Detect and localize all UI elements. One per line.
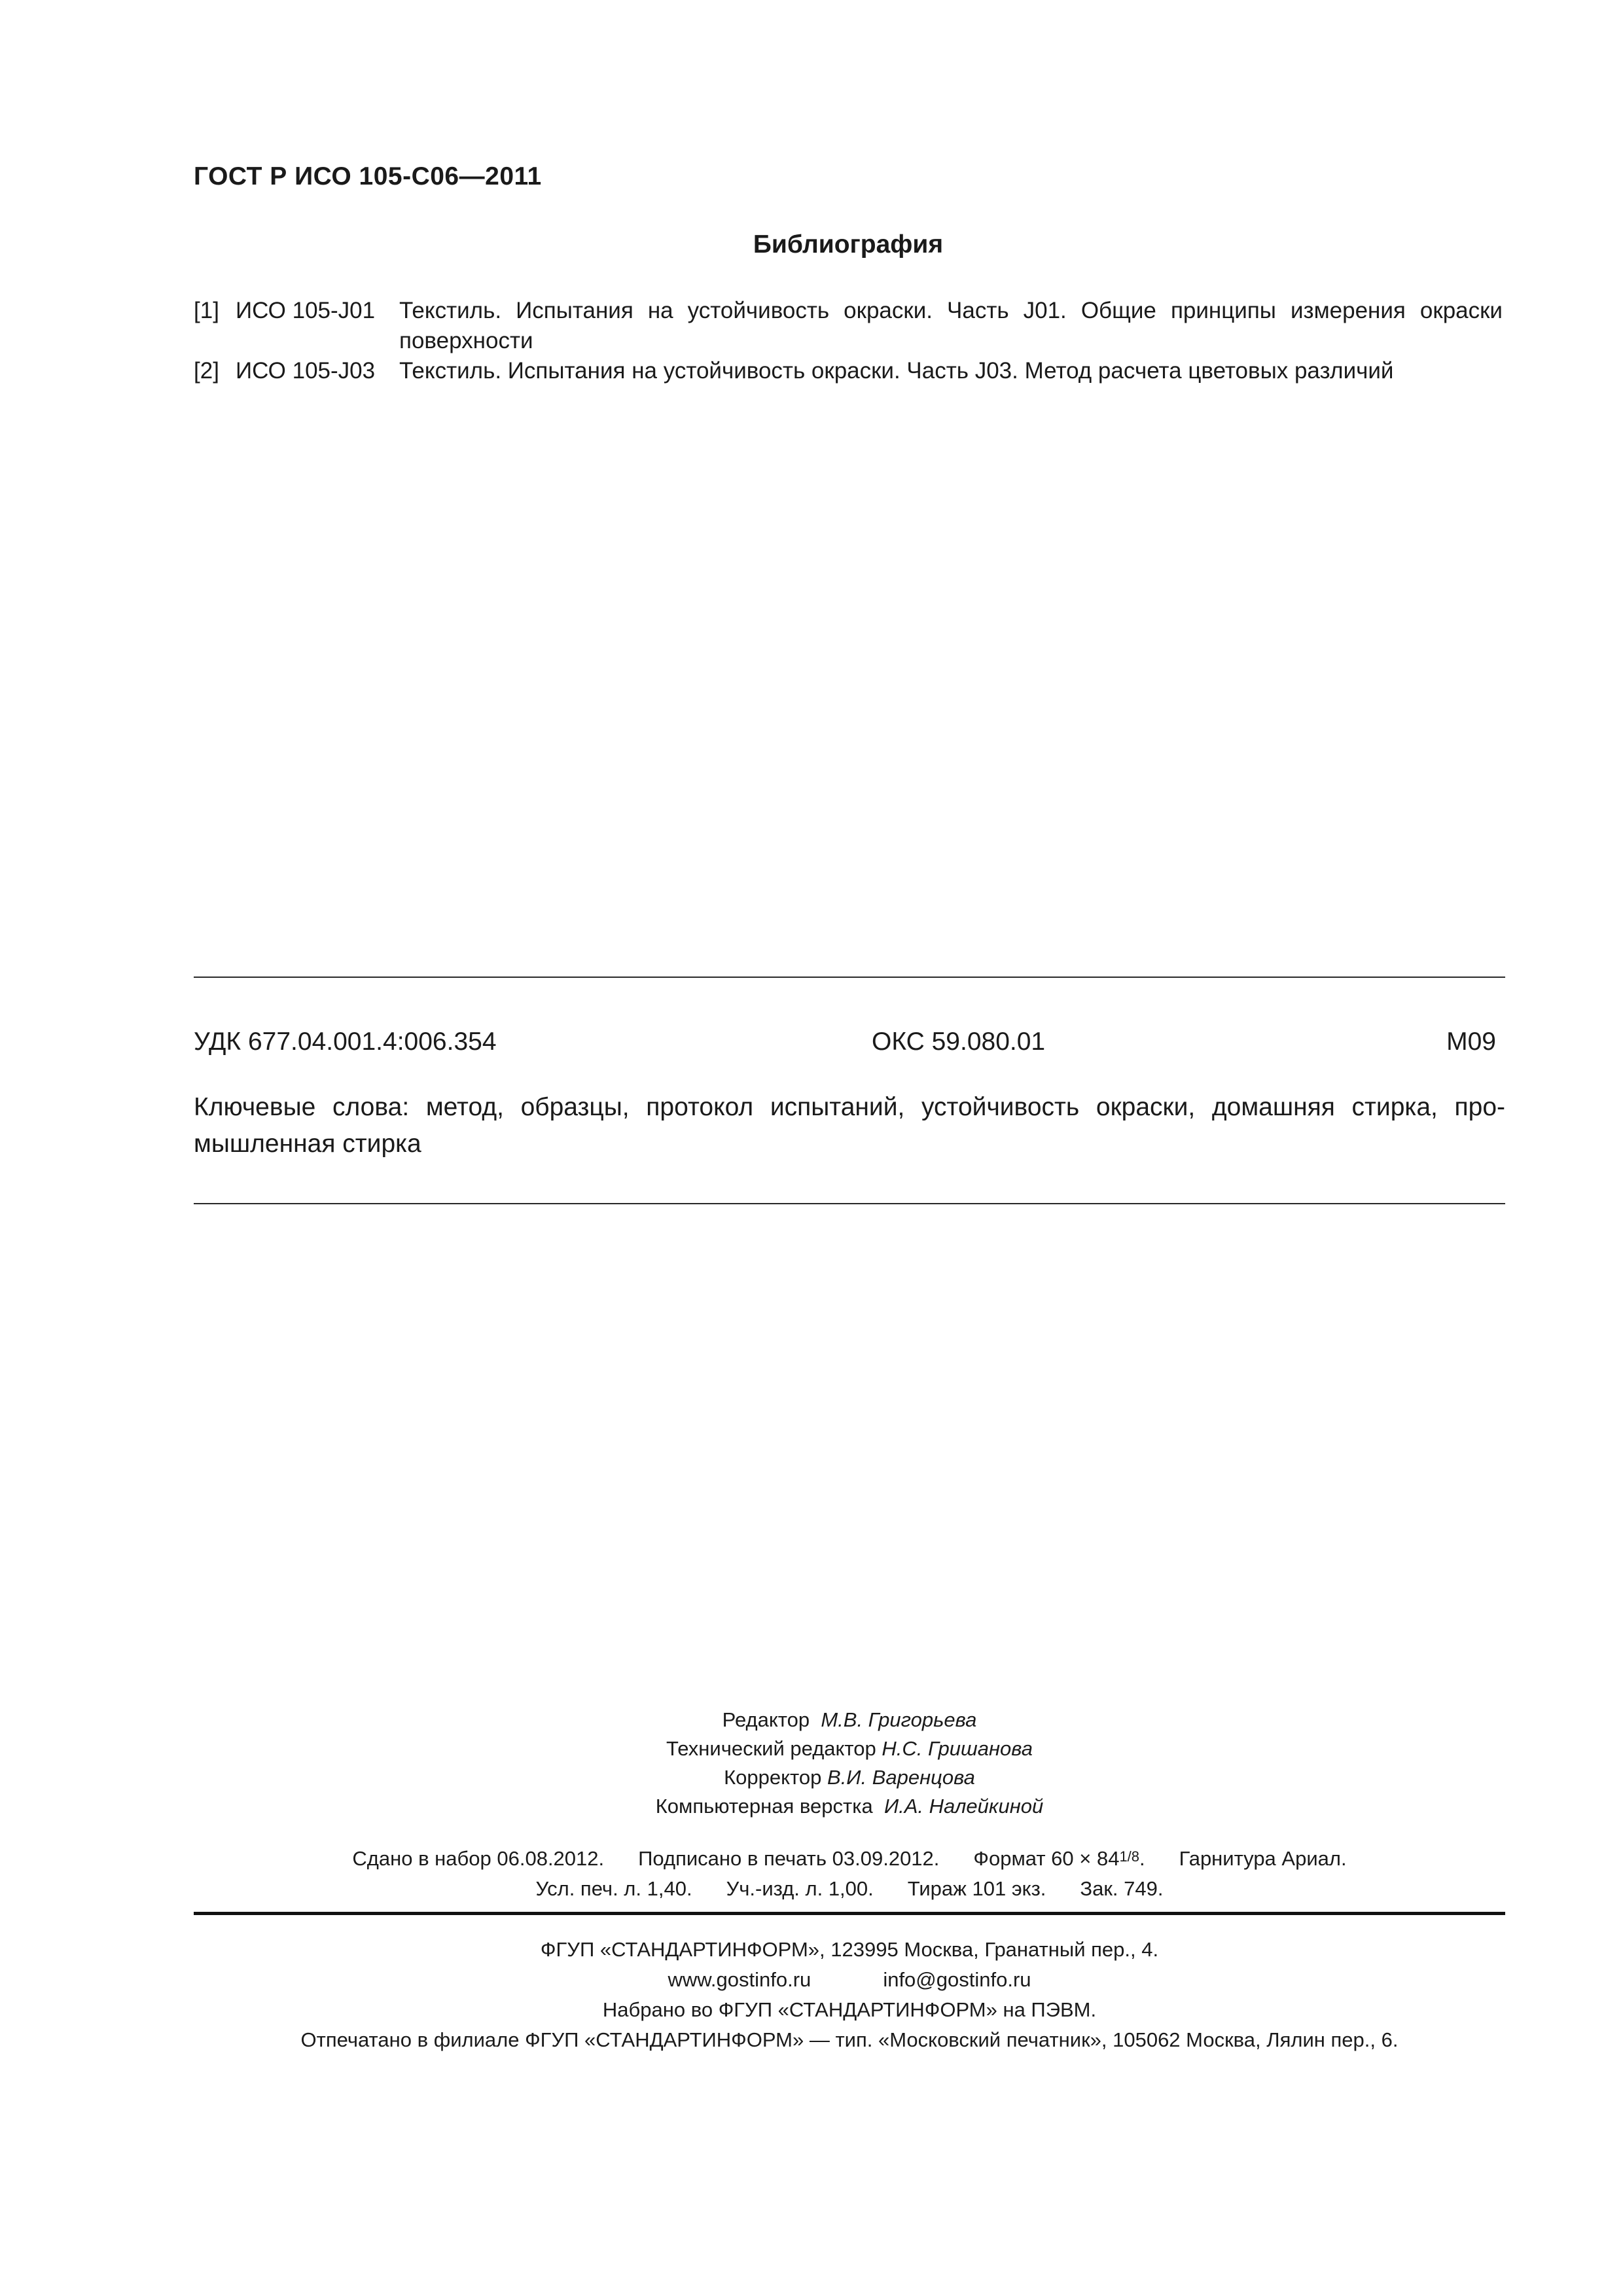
bibliography-entry-title: Текстиль. Испытания на устойчивость окраски. Часть J01. Общие принципы измерения окраски поверхности — [399, 298, 1503, 353]
format-end: . — [1139, 1847, 1145, 1870]
publisher-address: ФГУП «СТАНДАРТИНФОРМ», 123995 Москва, Гранатный пер., 4. — [540, 1938, 1159, 1961]
format-fraction: 1/8 — [1119, 1848, 1140, 1865]
divider-bottom — [194, 1203, 1505, 1204]
format-label: Формат 60 × 84 — [973, 1847, 1120, 1870]
print-info-line-1 — [194, 1842, 1505, 1874]
document-code: ГОСТ Р ИСО 105-С06—2011 — [194, 162, 542, 190]
credit-editor — [194, 1706, 1505, 1734]
credit-name: М.В. Григорьева — [821, 1708, 977, 1731]
divider-publisher — [194, 1912, 1505, 1915]
order-number: Зак. 749. — [1080, 1877, 1164, 1900]
credit-label: Корректор — [724, 1766, 822, 1789]
publisher-block — [194, 1935, 1505, 2055]
signed-to-print: Подписано в печать 03.09.2012. — [638, 1847, 940, 1870]
bibliography-title: Библиография — [753, 230, 944, 259]
bibliography-entry — [194, 356, 1503, 386]
bibliography-entry-title: Текстиль. Испытания на устойчивость окраски. Часть J03. Метод расчета цветовых различий — [399, 358, 1394, 384]
publisher-email: info@gostinfo.ru — [883, 1968, 1031, 1991]
print-info — [194, 1842, 1505, 1904]
bibliography-entry-code: ИСО 105-J01 — [236, 298, 376, 323]
credit-name: В.И. Варенцова — [827, 1766, 975, 1789]
circulation: Тираж 101 экз. — [907, 1877, 1046, 1900]
bibliography-entry-code: ИСО 105-J03 — [236, 358, 376, 384]
bibliography-entry — [194, 296, 1503, 356]
credit-name: И.А. Налейкиной — [883, 1795, 1044, 1818]
publisher-typeset-note: Набрано во ФГУП «СТАНДАРТИНФОРМ» на ПЭВМ. — [602, 1998, 1097, 2021]
divider-top — [194, 977, 1505, 978]
keywords: Ключевые слова: метод, образцы, протокол испытаний, устойчивость окраски, домашняя стирка, про-мышленная стирка — [194, 1093, 1505, 1158]
credit-layout — [194, 1792, 1505, 1821]
typeface: Гарнитура Ариал. — [1179, 1847, 1347, 1870]
credit-tech-editor — [194, 1734, 1505, 1763]
publisher-printed-note: Отпечатано в филиале ФГУП «СТАНДАРТИНФОРМ» — тип. «Московский печатник», 105062 Москва, Лялин пер., 6. — [300, 2028, 1399, 2051]
credit-proofreader — [194, 1763, 1505, 1792]
publisher-website: www.gostinfo.ru — [668, 1968, 812, 1991]
credits-block — [194, 1706, 1505, 1821]
classification-row — [194, 1028, 1503, 1060]
sent-to-typeset: Сдано в набор 06.08.2012. — [352, 1847, 605, 1870]
group-code: М09 — [1446, 1028, 1496, 1056]
credit-label: Редактор — [722, 1708, 810, 1731]
format — [973, 1847, 1145, 1870]
bibliography-list — [194, 296, 1503, 386]
print-sheets: Усл. печ. л. 1,40. — [535, 1877, 692, 1900]
bibliography-entry-number: [1] — [194, 298, 219, 323]
publisher-contacts — [194, 1965, 1505, 1995]
udk-code: УДК 677.04.001.4:006.354 — [194, 1028, 497, 1056]
credit-label: Компьютерная верстка — [655, 1795, 873, 1818]
print-info-line-2 — [194, 1874, 1505, 1904]
credit-label: Технический редактор — [666, 1737, 876, 1760]
credit-name: Н.С. Гришанова — [882, 1737, 1033, 1760]
bibliography-entry-number: [2] — [194, 358, 219, 384]
publisher-sheets: Уч.-изд. л. 1,00. — [726, 1877, 874, 1900]
oks-code: ОКС 59.080.01 — [872, 1028, 1046, 1056]
